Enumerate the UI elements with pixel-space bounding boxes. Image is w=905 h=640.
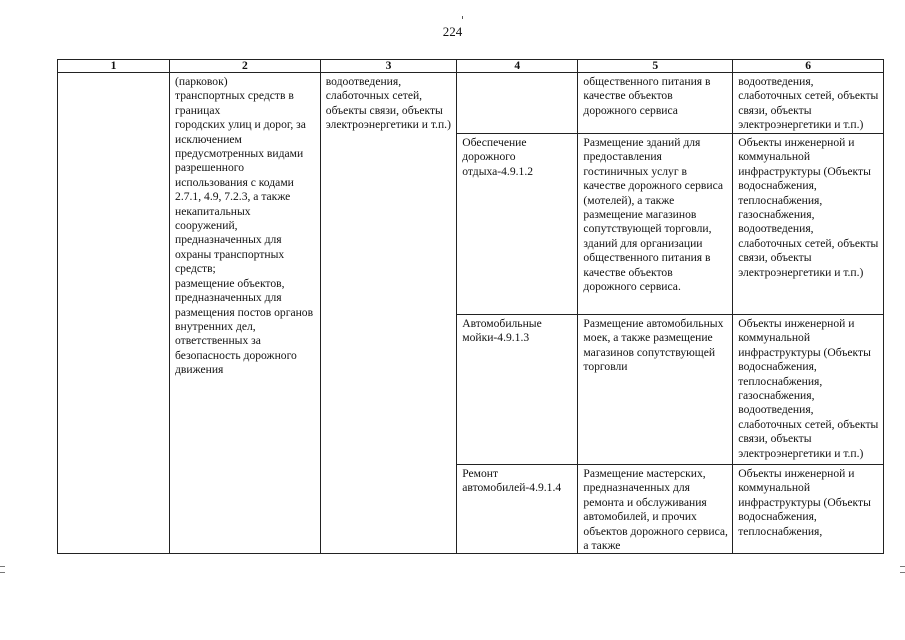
use-kind-cell: Автомобильные мойки-4.9.1.3 (457, 315, 578, 465)
column-header-4: 4 (457, 60, 578, 73)
column-1-cell (58, 73, 170, 554)
header-row (58, 60, 884, 73)
column-header-1: 1 (58, 60, 170, 73)
table-row (58, 73, 884, 134)
column-header-6: 6 (733, 60, 884, 73)
main-use-description-cell: (парковок) транспортных средств в границах городских улиц и дорог, за исключением предусмотренных видами разрешенного использования с кодами 2.7.1, 4.9, 7.2.3, а также некапитальных сооружений, предназначенных для охраны транспортных средств; размещение объектов, предназначенных для размещения постов органов внутренних дел, ответственных за безопасность дорожного движения (170, 73, 321, 554)
right-edge-mark (900, 566, 905, 567)
right-edge-mark (900, 572, 905, 573)
use-description-cell: Размещение автомобильных моек, а также размещение магазинов сопутствующей торговли (578, 315, 733, 465)
use-kind-cell: Ремонт автомобилей-4.9.1.4 (457, 465, 578, 554)
infrastructure-cell: Объекты инженерной и коммунальной инфраструктуры (Объекты водоснабжения, теплоснабжения, газоснабжения, водоотведения, слаботочных сетей, объекты связи, объекты электроэнергетики и т.п.) (733, 315, 884, 465)
use-description-cell: Размещение зданий для предоставления гостиничных услуг в качестве дорожного сервиса (мотелей), а также размещение магазинов сопутствующей торговли, зданий для организации общественного питания в качестве объектов дорожного сервиса. (578, 134, 733, 315)
infrastructure-cell: Объекты инженерной и коммунальной инфраструктуры (Объекты водоснабжения, теплоснабжения, газоснабжения, водоотведения, слаботочных сетей, объекты связи, объекты электроэнергетики и т.п.) (733, 134, 884, 315)
use-kind-cell (457, 73, 578, 134)
page-number: 224 (442, 24, 463, 39)
column-header-2: 2 (170, 60, 321, 73)
column-header-5: 5 (578, 60, 733, 73)
infrastructure-cell: водоотведения, слаботочных сетей, объекты связи, объекты электроэнергетики и т.п.) (733, 73, 884, 134)
use-kind-cell: Обеспечение дорожного отдыха-4.9.1.2 (457, 134, 578, 315)
infrastructure-cell: Объекты инженерной и коммунальной инфраструктуры (Объекты водоснабжения, теплоснабжения, (733, 465, 884, 554)
left-edge-mark (0, 572, 5, 573)
left-edge-mark (0, 566, 5, 567)
scan-tick-mark (462, 16, 463, 19)
auxiliary-use-cell: водоотведения, слаботочных сетей, объекты связи, объекты электроэнергетики и т.п.) (320, 73, 456, 554)
column-header-3: 3 (320, 60, 456, 73)
land-use-table (57, 59, 884, 554)
use-description-cell: Размещение мастерских, предназначенных для ремонта и обслуживания автомобилей, и прочих объектов дорожного сервиса, а также (578, 465, 733, 554)
use-description-cell: общественного питания в качестве объектов дорожного сервиса (578, 73, 733, 134)
